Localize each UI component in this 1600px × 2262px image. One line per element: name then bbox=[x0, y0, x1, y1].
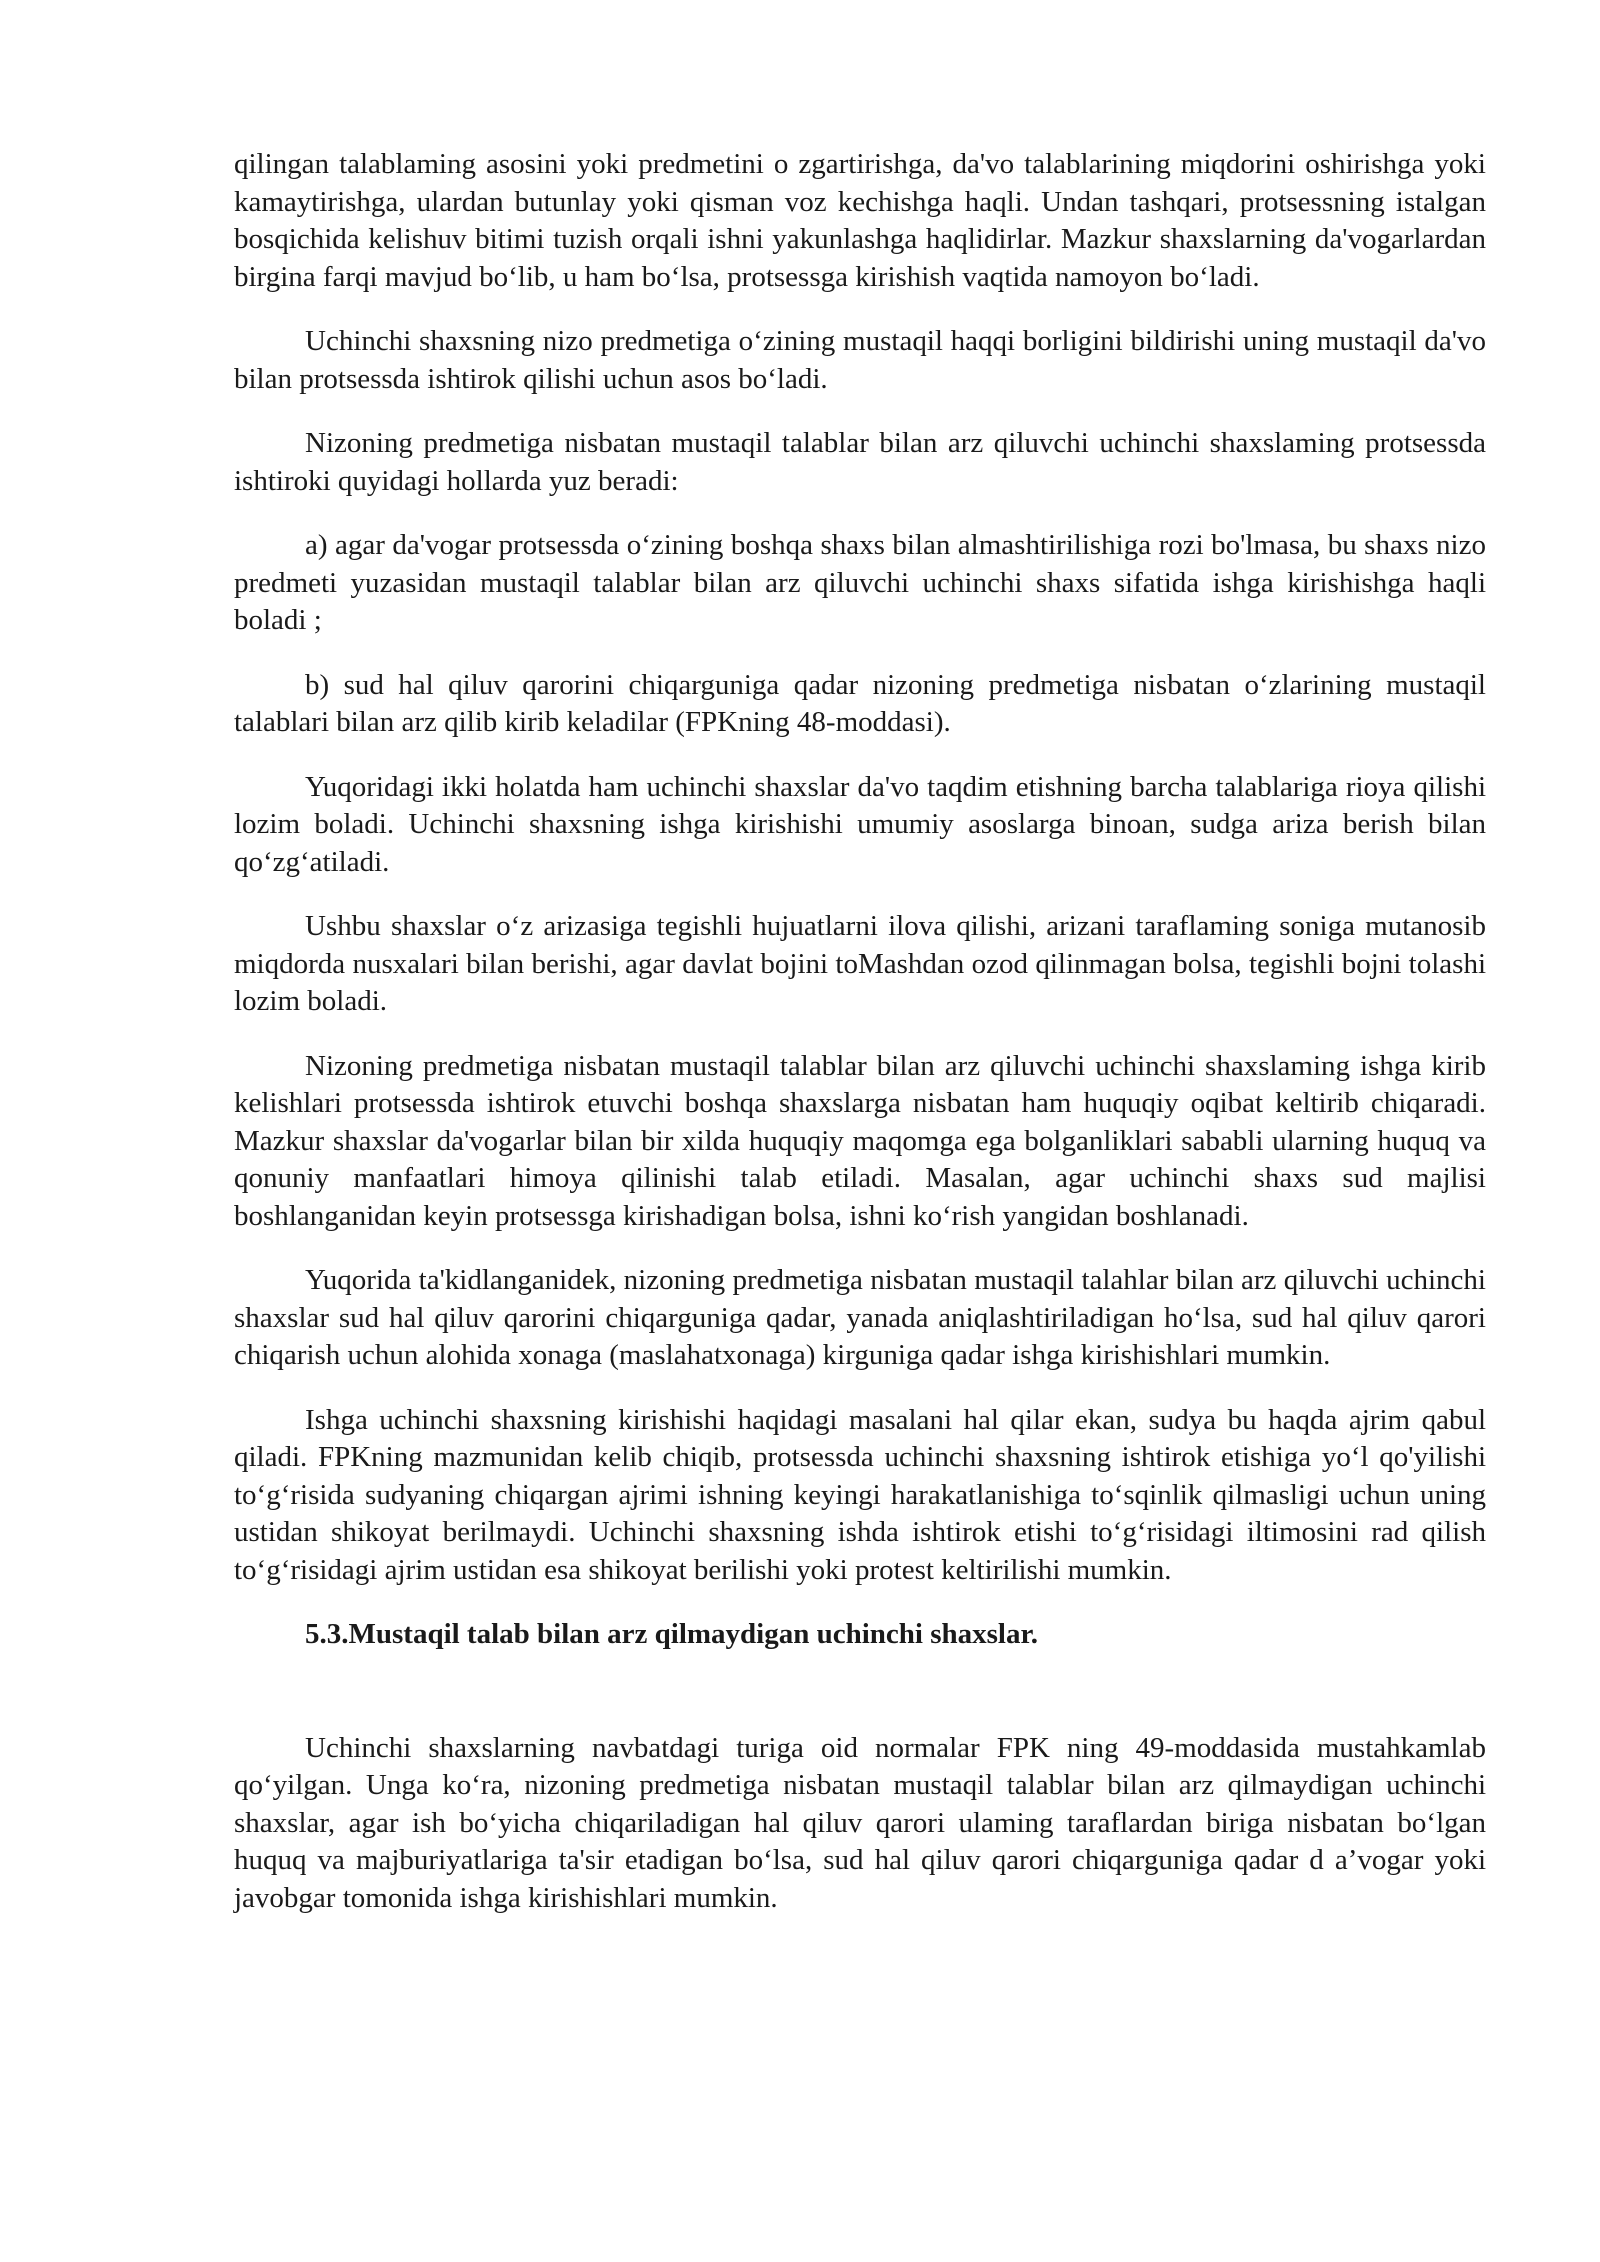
paragraph-3: Nizoning predmetiga nisbatan mustaqil talablar bilan arz qiluvchi uchinchi shaxslaming protsessda ishtiroki quyidagi hollarda yuz beradi: bbox=[234, 427, 1486, 497]
paragraph-4: a) agar da'vogar protsessda o‘zining boshqa shaxs bilan almashtirilishiga rozi bo'lmasa, bu shaxs nizo predmeti yuzasidan mustaqil talablar bilan arz qiluvchi uchinchi shaxs sifatida ishga kirishishga haqli boladi ; bbox=[234, 529, 1486, 636]
paragraph-1: qilingan talablaming asosini yoki predmetini o zgartirishga, da'vo talablarining miqdorini oshirishga yoki kamaytirishga, ulardan butunlay yoki qisman voz kechishga haqli. Undan tashqari, protsessning istalgan bosqichida kelishuv bitimi tuzish orqali ishni yakunlashga haqlidirlar. Mazkur shaxslarning da'vogarlardan birgina farqi mavjud bo‘lib, u ham bo‘lsa, protsessga kirishish vaqtida namoyon bo‘ladi. bbox=[234, 148, 1486, 293]
paragraph-5: b) sud hal qiluv qarorini chiqarguniga qadar nizoning predmetiga nisbatan o‘zlarining mustaqil talablari bilan arz qilib kirib keladilar (FPKning 48-moddasi). bbox=[234, 668, 1486, 738]
paragraph-6: Yuqoridagi ikki holatda ham uchinchi shaxslar da'vo taqdim etishning barcha talablariga rioya qilishi lozim boladi. Uchinchi shaxsning ishga kirishishi umumiy asoslarga binoan, sudga ariza berish bilan qo‘zg‘atiladi. bbox=[234, 770, 1486, 878]
section-paragraph-1: Uchinchi shaxslarning navbatdagi turiga oid normalar FPK ning 49-moddasida mustahkamlab qo‘yilgan. Unga ko‘ra, nizoning predmetiga nisbatan mustaqil talablar bilan arz qilmaydigan uchinchi shaxslar, agar ish bo‘yicha chiqariladigan hal qiluv qarori ulaming taraflardan biriga nisbatan bo‘lgan huquq va majburiyatlariga ta'sir etadigan bo‘lsa, sud hal qiluv qarori chiqarguniga qadar d a’vogar yoki javobgar tomonida ishga kirishishlari mumkin. bbox=[234, 1731, 1486, 1914]
paragraph-2: Uchinchi shaxsning nizo predmetiga o‘zining mustaqil haqqi borligini bildirishi uning mustaqil da'vo bilan protsessda ishtirok qilishi uchun asos bo‘ladi. bbox=[234, 325, 1486, 395]
paragraph-7: Ushbu shaxslar o‘z arizasiga tegishli hujuatlarni ilova qilishi, arizani taraflaming soniga mutanosib miqdorda nusxalari bilan berishi, agar davlat bojini toMashdan ozod qilinmagan bolsa, tegishli bojni tolashi lozim boladi. bbox=[234, 910, 1486, 1017]
paragraph-9: Yuqorida ta'kidlanganidek, nizoning predmetiga nisbatan mustaqil talahlar bilan arz qiluvchi uchinchi shaxslar sud hal qiluv qarorini chiqarguniga qadar, yanada aniqlashtiriladigan ho‘lsa, sud hal qiluv qarori chiqarish uchun alohida xonaga (maslahatxonaga) kirguniga qadar ishga kirishishlari mumkin. bbox=[234, 1264, 1486, 1371]
section-heading: 5.3.Mustaqil talab bilan arz qilmaydigan uchinchi shaxslar. bbox=[305, 1618, 1038, 1650]
paragraph-8: Nizoning predmetiga nisbatan mustaqil talablar bilan arz qiluvchi uchinchi shaxslaming ishga kirib kelishlari protsessda ishtirok etuvchi boshqa shaxslarga nisbatan ham huquqiy oqibat keltirib chiqaradi. Mazkur shaxslar da'vogarlar bilan bir xilda huquqiy maqomga ega bolganliklari sababli ularning huquq va qonuniy manfaatlari himoya qilinishi talab etiladi. Masalan, agar uchinchi shaxs sud majlisi boshlanganidan keyin protsessga kirishadigan bolsa, ishni ko‘rish yangidan boshlanadi. bbox=[234, 1049, 1486, 1232]
paragraph-10: Ishga uchinchi shaxsning kirishishi haqidagi masalani hal qilar ekan, sudya bu haqda ajrim qabul qiladi. FPKning mazmunidan kelib chiqib, protsessda uchinchi shaxsning ishtirok etishiga yo‘l qo'yilishi to‘g‘risida sudyaning chiqargan ajrimi ishning keyingi harakatlanishiga to‘sqinlik qilmasligi uchun uning ustidan shikoyat berilmaydi. Uchinchi shaxsning ishda ishtirok etishi to‘g‘risidagi iltimosini rad qilish to‘g‘risidagi ajrim ustidan esa shikoyat berilishi yoki protest keltirilishi mumkin. bbox=[234, 1403, 1486, 1586]
